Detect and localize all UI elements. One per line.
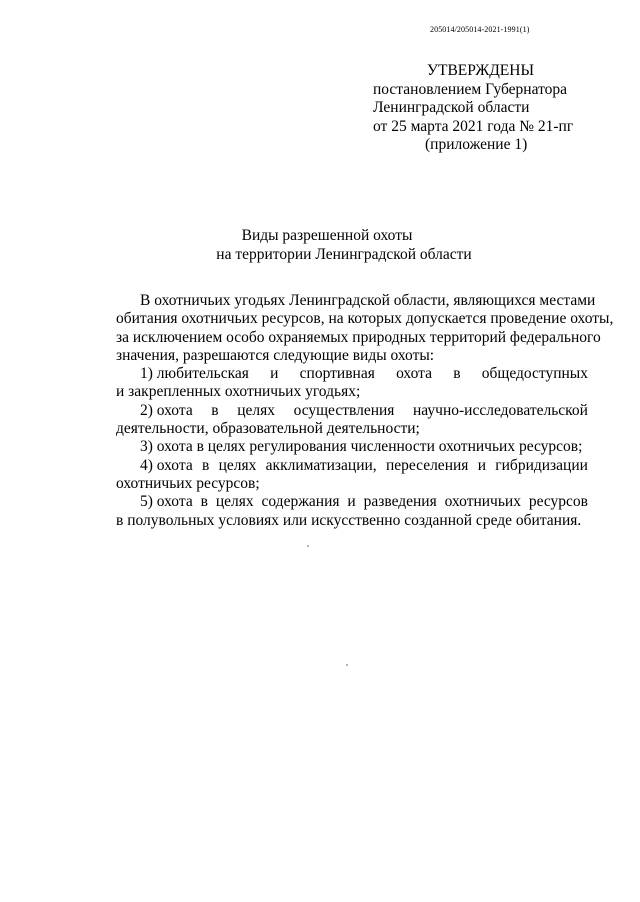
list-item-1-word: 1) любительская	[140, 365, 249, 383]
list-item-4-word: гибридизации	[495, 456, 588, 474]
document-body	[116, 292, 614, 530]
intro-text-1: В охотничьих угодьях Ленинградской области, являющихся местами	[140, 292, 596, 309]
approval-region: Ленинградской области	[373, 99, 530, 116]
list-item-5-word: 5) охота	[140, 493, 193, 511]
document-registration-number: 205014/205014-2021-1991(1)	[430, 25, 530, 34]
intro-line-1	[116, 292, 596, 310]
list-item-5-word: в	[200, 493, 208, 511]
approval-date-number: от 25 марта 2021 года № 21-пг	[373, 117, 574, 135]
approval-stamp-block	[373, 62, 603, 155]
list-item-5-word: и	[347, 493, 356, 511]
list-item-2-word: 2) охота	[140, 401, 193, 419]
intro-text-3: за исключением особо охраняемых природных территорий федерального	[116, 328, 601, 346]
list-item-4-word: в	[201, 456, 210, 474]
list-item-4-line-2: охотничьих ресурсов;	[116, 474, 260, 492]
list-item-1-word: и	[270, 365, 279, 383]
list-item-4-word: и	[477, 456, 486, 474]
intro-line-3	[116, 328, 601, 347]
list-item-4-word: 4) охота	[140, 456, 193, 474]
scan-speck	[346, 664, 348, 666]
scan-speck	[307, 545, 309, 547]
list-item-5-line-1	[116, 493, 588, 511]
list-item-5-word: содержания	[261, 493, 340, 511]
document-title	[0, 226, 640, 264]
list-item-2-line-1	[116, 402, 588, 420]
approval-appendix: (приложение 1)	[425, 136, 528, 153]
title-line-2: на территории Ленинградской области	[216, 246, 472, 263]
intro-line-2	[116, 310, 614, 328]
list-item-4-line-1	[116, 457, 588, 475]
approval-issuer: постановлением Губернатора	[373, 80, 568, 98]
intro-text-2: обитания охотничьих ресурсов, на которых допускается проведение охоты,	[116, 310, 614, 328]
list-item-5-word: целях	[215, 493, 254, 511]
list-item-2-word: в	[211, 401, 219, 419]
list-item-4-word: целях	[218, 456, 257, 474]
list-item-2-word: осуществления	[293, 401, 395, 419]
list-item-2-line-2: деятельности, образовательной деятельности;	[116, 420, 420, 438]
list-item-5-word: разведения	[363, 493, 437, 511]
list-item-1-line-1	[116, 365, 588, 383]
approval-heading: УТВЕРЖДЕНЫ	[427, 62, 534, 79]
list-item-1-word: общедоступных	[481, 365, 588, 383]
list-item-1-line-2: и закрепленных охотничьих угодьях;	[116, 383, 361, 401]
list-item-2-word: целях	[237, 401, 275, 419]
list-item-5-line-2: в полувольных условиях или искусственно созданной среде обитания.	[116, 511, 582, 529]
title-line-1: Виды разрешенной охоты	[241, 227, 413, 244]
list-item-1-word: спортивная	[299, 365, 375, 383]
list-item-1-word: охота	[396, 365, 432, 383]
list-item-3: 3) охота в целях регулирования численности охотничьих ресурсов;	[140, 438, 583, 456]
list-item-2-word: научно-исследовательской	[413, 401, 588, 419]
list-item-4-word: акклиматизации,	[265, 456, 377, 474]
list-item-5-word: охотничьих	[444, 493, 521, 511]
list-item-1-word: в	[453, 365, 461, 383]
intro-line-4: значения, разрешаются следующие виды охоты:	[116, 346, 435, 364]
list-item-4-word: переселения	[385, 456, 469, 474]
list-item-5-word: ресурсов	[528, 493, 588, 511]
